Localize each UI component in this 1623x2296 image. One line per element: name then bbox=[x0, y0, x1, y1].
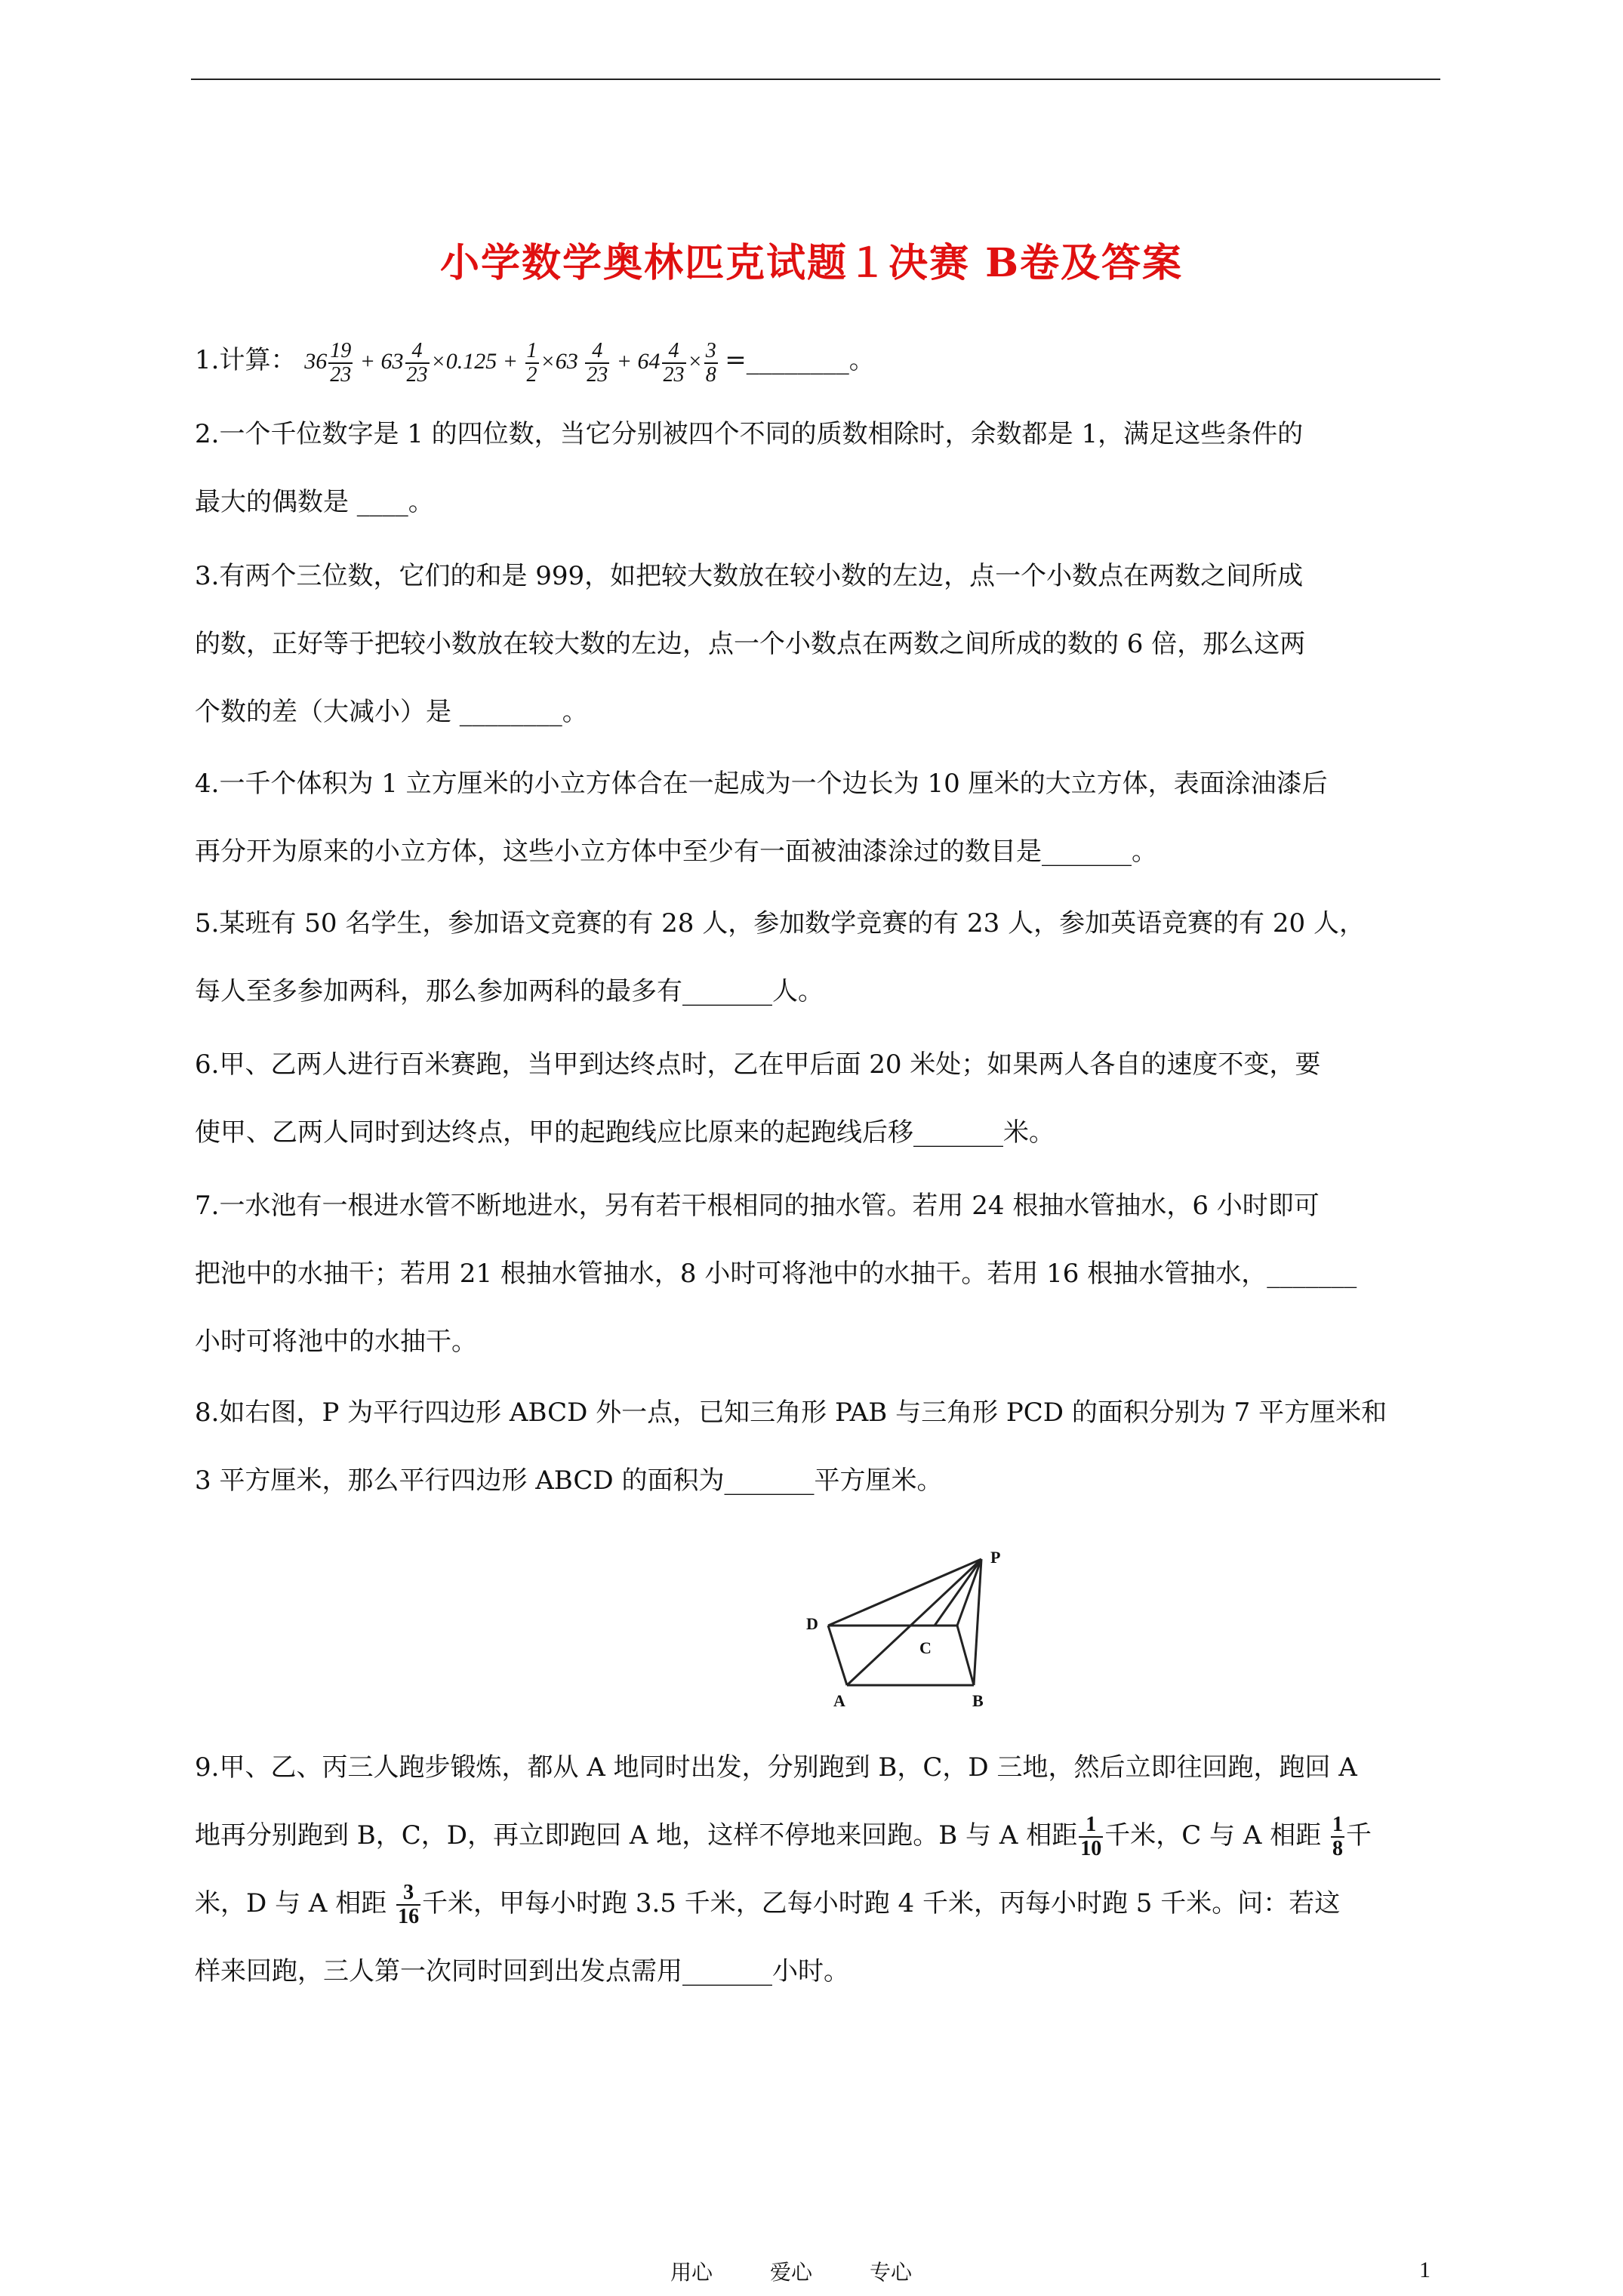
expr-fraction: $\frac{4}{23}$ bbox=[587, 339, 608, 387]
expr-fraction: $\frac{19}{23}$ bbox=[330, 339, 352, 387]
problem-7-line: 小时可将池中的水抽干。 bbox=[195, 1327, 477, 1357]
problem-3-line: 个数的差（大减小）是 ________。 bbox=[195, 697, 588, 727]
problem-1-prefix: 1.计算： bbox=[195, 345, 297, 375]
problem-1-answer-blank: =________。 bbox=[725, 345, 875, 375]
expr-operator: + bbox=[359, 349, 376, 374]
edge-BC bbox=[957, 1626, 974, 1685]
expr-fraction: $\frac{3}{8}$ bbox=[705, 339, 716, 387]
problem-4-line: 4.一千个体积为 1 立方厘米的小立方体合在一起成为一个边长为 10 厘米的大立方体，表面涂油漆后 bbox=[195, 769, 1328, 799]
problem-2-line: 2.一个千位数字是 1 的四位数，当它分别被四个不同的质数相除时，余数都是 1，满足这些条件的 bbox=[195, 419, 1304, 449]
edge-DA bbox=[828, 1626, 847, 1685]
fraction-d-distance: $\frac{3}{16}$ bbox=[398, 1881, 420, 1928]
problem-9-line: 样来回跑，三人第一次同时回到出发点需用_______小时。 bbox=[195, 1956, 849, 1986]
problem-7-line: 把池中的水抽干；若用 21 根抽水管抽水，8 小时可将池中的水抽干。若用 16 根抽水管抽水，_______ bbox=[195, 1259, 1357, 1289]
header-rule bbox=[191, 79, 1440, 80]
label-B: B bbox=[972, 1691, 984, 1706]
label-P: P bbox=[990, 1548, 1001, 1567]
expr-operator: + bbox=[502, 349, 519, 374]
problem-3 bbox=[195, 542, 1440, 746]
label-D: D bbox=[806, 1614, 818, 1633]
expr-term: ×0.125 bbox=[430, 349, 497, 374]
edge-PA bbox=[847, 1559, 981, 1685]
problem-8-line: 3 平方厘米，那么平行四边形 ABCD 的面积为_______平方厘米。 bbox=[195, 1465, 943, 1496]
parallelogram-diagram bbox=[800, 1540, 1019, 1709]
label-A: A bbox=[833, 1691, 845, 1706]
problem-3-line: 的数，正好等于把较小数放在较大数的左边，点一个小数点在两数之间所成的数的 6 倍，那么这两 bbox=[195, 629, 1306, 659]
problem-9-line: 地再分别跑到 B，C，D，再立即跑回 A 地，这样不停地来回跑。B 与 A 相距 $\frac{1}{10}$ 千米，C 与 A 相距 $\frac{1}{8}$ 千 bbox=[195, 1813, 1372, 1860]
expr-operator: + bbox=[616, 349, 633, 374]
page-number: 1 bbox=[1419, 2257, 1431, 2282]
document-title: 小学数学奥林匹克试题１决赛 B卷及答案 bbox=[439, 240, 1184, 286]
problem-9 bbox=[195, 1734, 1440, 2005]
problem-4 bbox=[195, 750, 1440, 886]
problem-5-line: 5.某班有 50 名学生，参加语文竞赛的有 28 人，参加数学竞赛的有 23 人，参加英语竞赛的有 20 人， bbox=[195, 908, 1365, 938]
problem-3-line: 3.有两个三位数，它们的和是 999，如把较大数放在较小数的左边，点一个小数点在两数之间所成 bbox=[195, 561, 1304, 591]
problem-4-line: 再分开为原来的小立方体，这些小立方体中至少有一面被油漆涂过的数目是_______。 bbox=[195, 837, 1157, 867]
expr-fraction: $\frac{4}{23}$ bbox=[663, 339, 685, 387]
label-C: C bbox=[919, 1638, 932, 1657]
problem-8-line: 8.如右图，P 为平行四边形 ABCD 外一点，已知三角形 PAB 与三角形 PCD 的面积分别为 7 平方厘米和 bbox=[195, 1398, 1387, 1428]
expr-whole: 63 bbox=[380, 349, 404, 374]
problem-9-line: 米，D 与 A 相距 $\frac{3}{16}$ 千米，甲每小时跑 3.5 千米，乙每小时跑 4 千米，丙每小时跑 5 千米。问：若这 bbox=[195, 1881, 1341, 1928]
problem-6 bbox=[195, 1031, 1440, 1166]
footer-right: 专心 bbox=[870, 2260, 913, 2285]
expr-term: ×63 bbox=[540, 349, 578, 374]
problem-1 bbox=[195, 326, 1440, 396]
fraction-c-distance: $\frac{1}{8}$ bbox=[1332, 1813, 1344, 1860]
footer-left: 用心 bbox=[670, 2260, 713, 2285]
expr-operator: × bbox=[687, 349, 703, 374]
problem-6-line: 使甲、乙两人同时到达终点，甲的起跑线应比原来的起跑线后移_______米。 bbox=[195, 1117, 1055, 1148]
problem-5 bbox=[195, 889, 1440, 1025]
expr-whole: 36 bbox=[304, 349, 328, 374]
fraction-b-distance: $\frac{1}{10}$ bbox=[1080, 1813, 1102, 1860]
problem-1-expression bbox=[304, 339, 725, 387]
problem-2-line: 最大的偶数是 ____。 bbox=[195, 487, 434, 517]
footer-middle: 爱心 bbox=[770, 2260, 813, 2285]
problem-8 bbox=[195, 1379, 1440, 1515]
problem-6-line: 6.甲、乙两人进行百米赛跑，当甲到达终点时，乙在甲后面 20 米处；如果两人各自的速度不变，要 bbox=[195, 1049, 1321, 1080]
problem-7-line: 7.一水池有一根进水管不断地进水，另有若干根相同的抽水管。若用 24 根抽水管抽水，6 小时即可 bbox=[195, 1191, 1320, 1221]
problem-7 bbox=[195, 1172, 1440, 1376]
problem-2 bbox=[195, 400, 1440, 536]
expr-fraction: $\frac{1}{2}$ bbox=[526, 339, 537, 387]
expr-whole: 64 bbox=[637, 349, 661, 374]
problem-5-line: 每人至多参加两科，那么参加两科的最多有_______人。 bbox=[195, 976, 824, 1006]
problem-9-line: 9.甲、乙、丙三人跑步锻炼，都从 A 地同时出发，分别跑到 B，C，D 三地，然后立即往回跑，跑回 A bbox=[195, 1752, 1357, 1783]
expr-fraction: $\frac{4}{23}$ bbox=[406, 339, 428, 387]
